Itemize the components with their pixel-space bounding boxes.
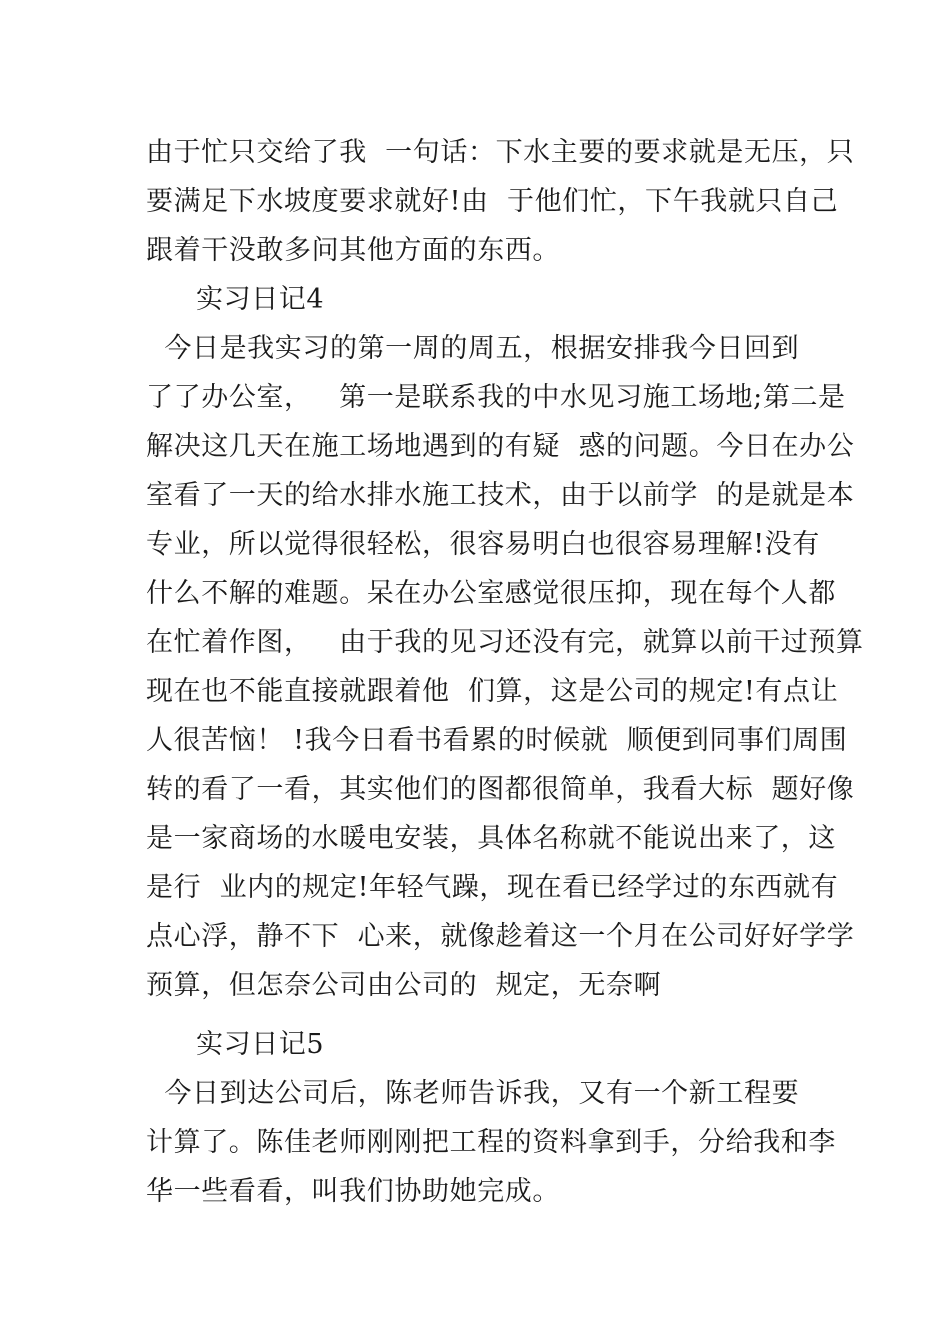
paragraph-line: 室看了一天的给水排水施工技术，由于以前学 的是就是本 — [146, 480, 855, 511]
section-heading: 实习日记4 — [196, 284, 325, 315]
paragraph-line: 今日到达公司后，陈老师告诉我，又有一个新工程要 — [146, 1078, 800, 1109]
paragraph-line: 什么不解的难题。呆在办公室感觉很压抑，现在每个人都 — [146, 578, 836, 609]
paragraph-line: 点心浮，静不下 心来，就像趁着这一个月在公司好好学学 — [146, 921, 855, 952]
paragraph-line: 专业，所以觉得很轻松，很容易明白也很容易理解!没有 — [146, 529, 820, 560]
paragraph-line: 要满足下水坡度要求就好!由 于他们忙，下午我就只自己 — [146, 186, 839, 217]
paragraph-line: 计算了。陈佳老师刚刚把工程的资料拿到手，分给我和李 — [146, 1127, 836, 1158]
paragraph-line: 解决这几天在施工场地遇到的有疑 惑的问题。今日在办公 — [146, 431, 855, 462]
paragraph-line: 了了办公室， 第一是联系我的中水见习施工场地;第二是 — [146, 382, 846, 413]
paragraph-line: 是行 业内的规定!年轻气躁，现在看已经学过的东西就有 — [146, 872, 839, 903]
paragraph-line: 预算，但怎奈公司由公司的 规定，无奈啊 — [146, 970, 662, 1001]
section-heading: 实习日记5 — [196, 1029, 325, 1060]
paragraph-line: 由于忙只交给了我 一句话：下水主要的要求就是无压，只 — [146, 137, 855, 168]
paragraph-line: 跟着干没敢多问其他方面的东西。 — [146, 235, 560, 266]
paragraph-line: 华一些看看，叫我们协助她完成。 — [146, 1176, 560, 1207]
paragraph-line: 人很苦恼！ !我今日看书看累的时候就 顺便到同事们周围 — [146, 725, 848, 756]
paragraph-line: 是一家商场的水暖电安装，具体名称就不能说出来了，这 — [146, 823, 836, 854]
paragraph-line: 现在也不能直接就跟着他 们算，这是公司的规定!有点让 — [146, 676, 839, 707]
paragraph-line: 今日是我实习的第一周的周五，根据安排我今日回到 — [146, 333, 800, 364]
paragraph-line: 转的看了一看，其实他们的图都很简单，我看大标 题好像 — [146, 774, 855, 805]
paragraph-line: 在忙着作图， 由于我的见习还没有完，就算以前干过预算 — [146, 627, 864, 658]
